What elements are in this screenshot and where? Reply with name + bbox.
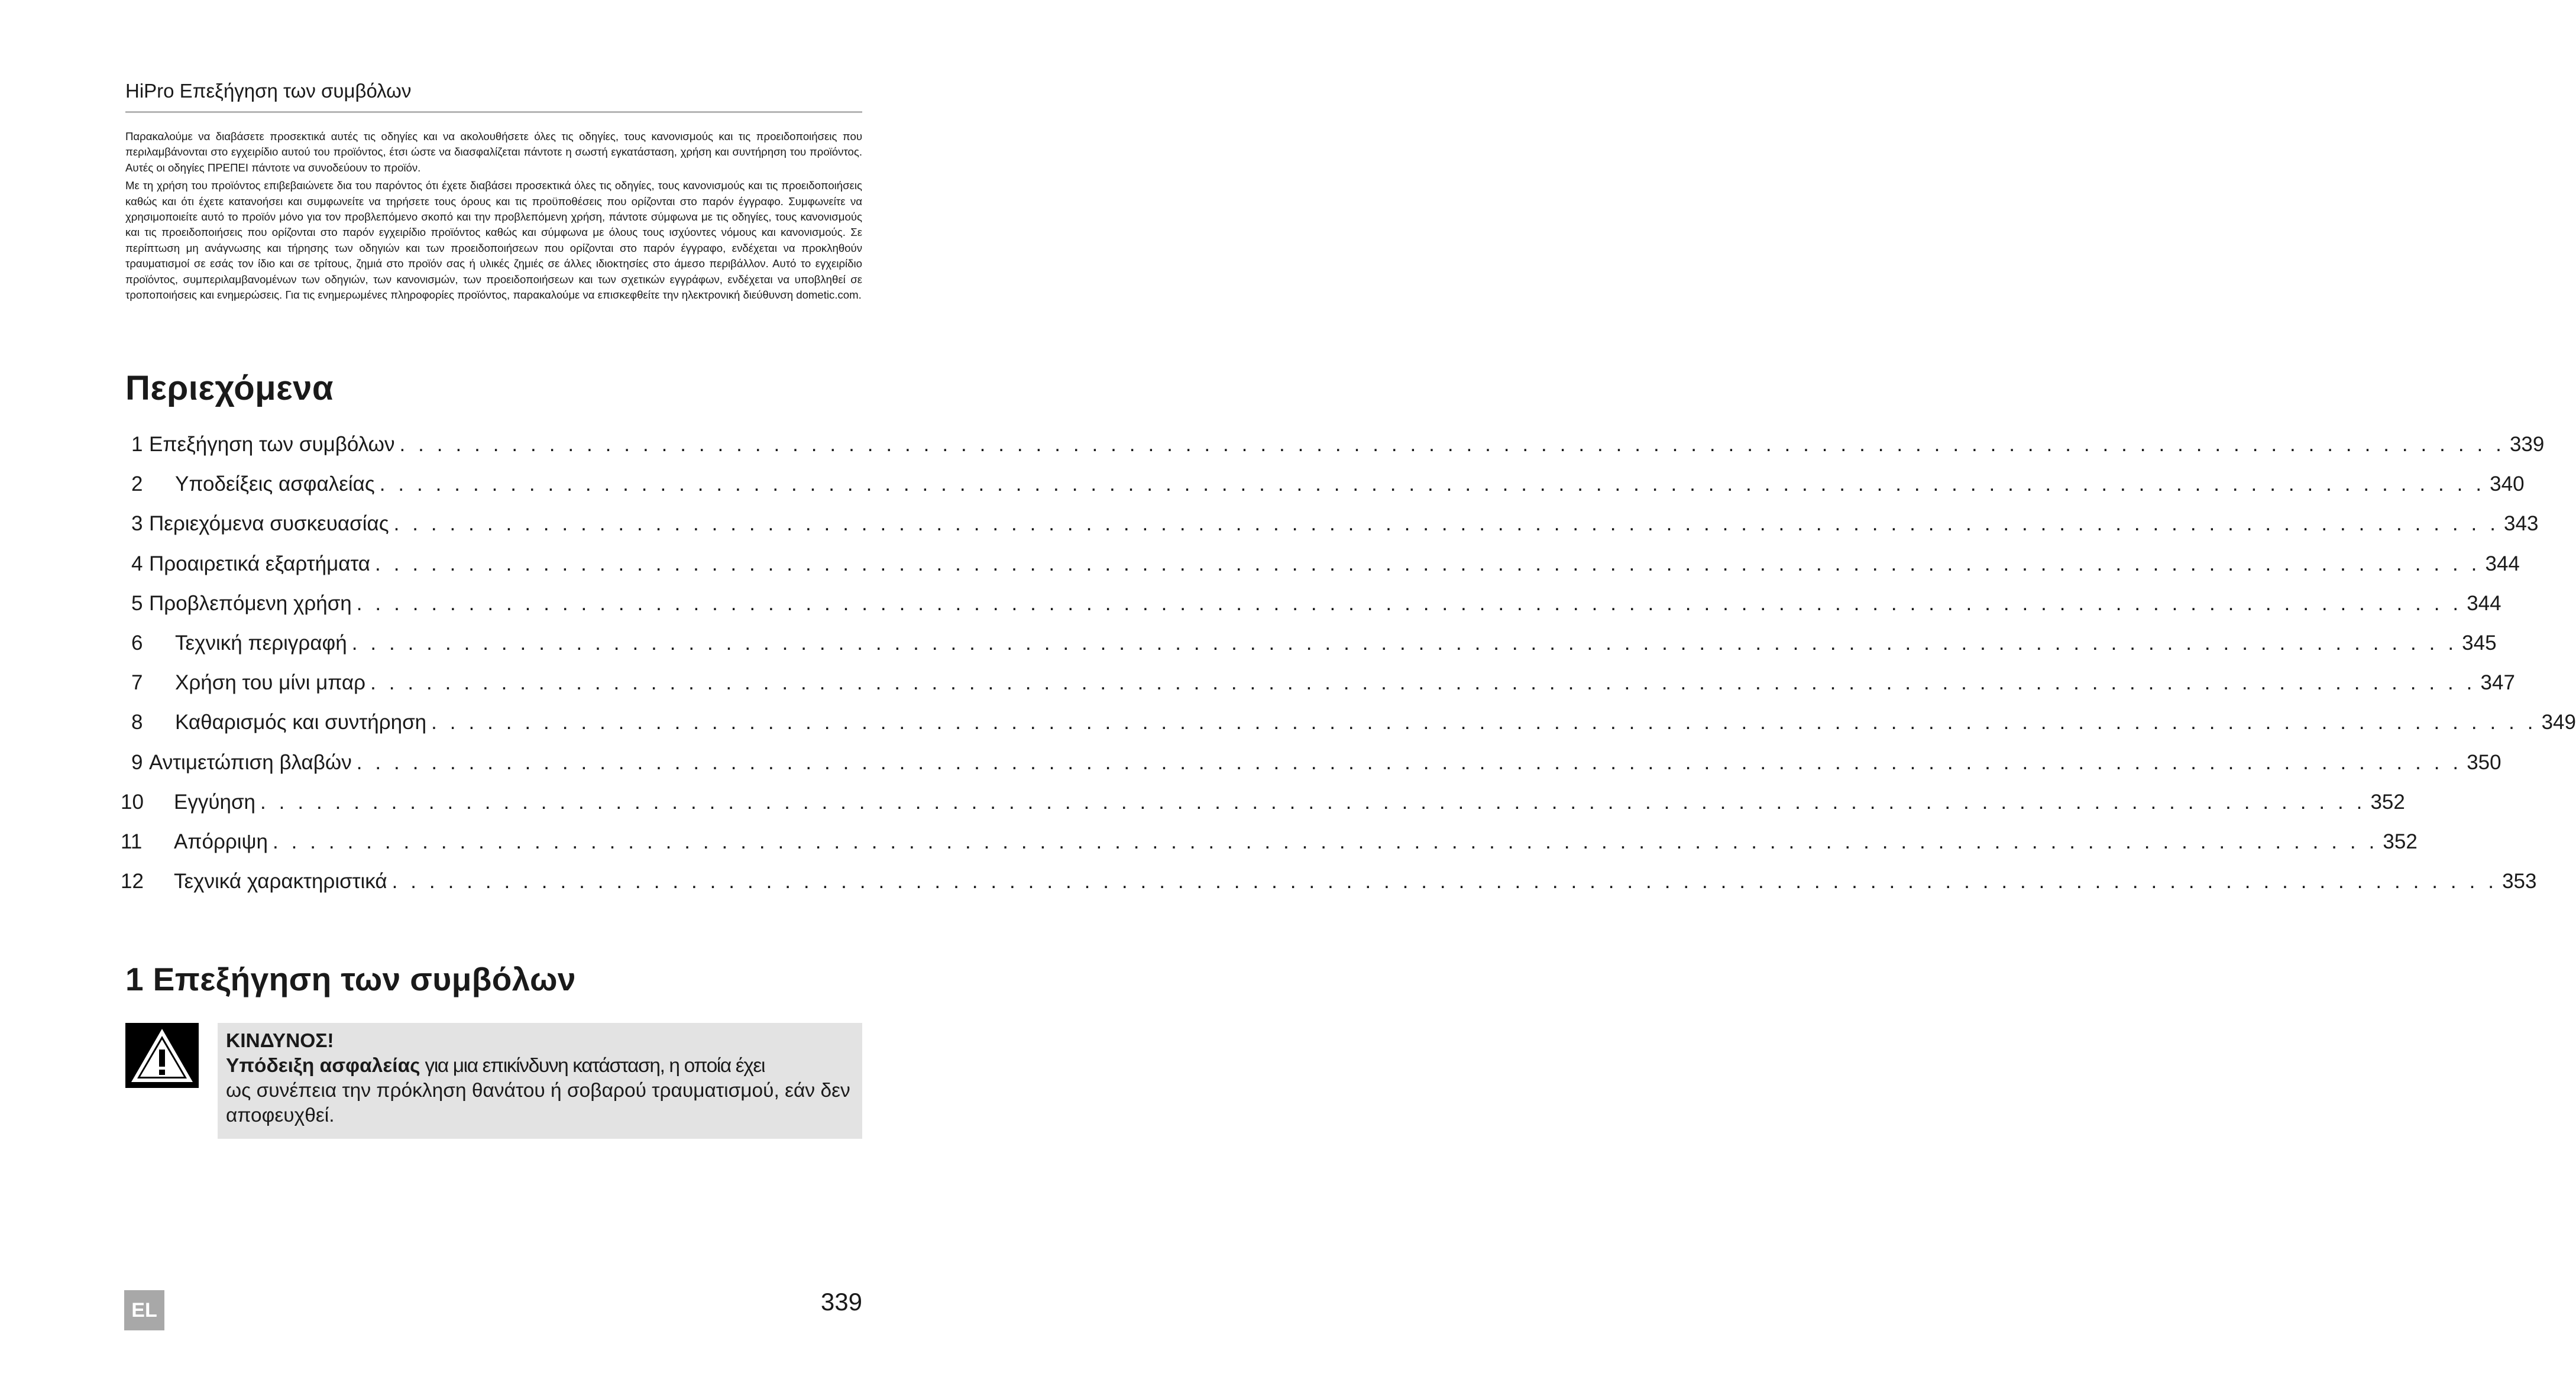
- toc-dot-leader: [357, 584, 2462, 623]
- toc-entry-title: Προαιρετικά εξαρτήματα: [149, 552, 371, 575]
- intro-paragraph-2: Με τη χρήση του προϊόντος επιβεβαιώνετε δια του παρόντος ότι έχετε διαβάσει προσεκτικά όλες τις οδηγίες, τους κανονισμούς και τις προειδοποιήσεις καθώς και ότι έχετε κατανοήσει και συμφωνείτε να τηρήσετε τους όρους και τις προϋποθέσεις που ορίζονται στο παρόν έγγραφο. Συμφωνείτε να χρησιμοποιείτε αυτό το προϊόν μόνο για τον προβλεπόμενο σκοπό και την προβλεπόμενη χρήση, πάντοτε σύμφωνα με τις οδηγίες, τους κανονισμούς και τις προειδοποιήσεις που ορίζονται στο παρόν εγχειρίδιο προϊόντος καθώς και σύμφωνα με όλους τους ισχύοντες νόμους και κανονισμούς. Σε περίπτωση μη ανάγνωσης και τήρησης των οδηγιών και των προειδοποιήσεων που ορίζονται στο παρόν έγγραφο, ενδέχεται να προκληθούν τραυματισμοί σε εσάς τον ίδιο και σε τρίτους, ζημιά στο προϊόν σας ή υλικές ζημιές σε άλλες ιδιοκτησίες στο άμεσο περιβάλλον. Αυτό το εγχειρίδιο προϊόντος, συμπεριλαμβανομένων των οδηγιών, των κανονισμών, των προειδοποιήσεων και των σχετικών εγγράφων, ενδέχεται να υποβληθεί σε τροποποιήσεις και ενημερώσεις. Για τις ενημερωμένες πληροφορίες προϊόντος, παρακαλούμε να επισκεφθείτε την ηλεκτρονική διεύθυνση dometic.com.: [125, 179, 862, 302]
- page-header: [125, 78, 862, 113]
- toc-heading: Περιεχόμενα: [125, 369, 334, 407]
- toc-entry-5[interactable]: [131, 584, 2501, 623]
- toc-entry-page: 349: [2541, 711, 2576, 734]
- toc-dot-leader: [375, 544, 2480, 584]
- toc-entry-number: 8: [131, 711, 143, 734]
- toc-entry-11[interactable]: [121, 822, 2418, 861]
- toc-entry-title: Εγγύηση: [174, 790, 256, 814]
- toc-entry-12[interactable]: [121, 861, 2537, 901]
- toc-dot-leader: [394, 504, 2499, 543]
- toc-entry-title: Καθαρισμός και συντήρηση: [175, 711, 427, 734]
- toc-entry-number: 6: [131, 631, 143, 655]
- toc-entry-number: 4: [131, 552, 143, 575]
- toc-entry-title: Προβλεπόμενη χρήση: [149, 591, 352, 615]
- toc-entry-2[interactable]: [131, 464, 2525, 504]
- toc-entry-page: 352: [2383, 830, 2418, 853]
- toc-entry-page: 340: [2490, 472, 2525, 496]
- toc-entry-page: 347: [2480, 671, 2515, 695]
- toc-entry-page: 344: [2485, 552, 2520, 575]
- toc-entry-title: Απόρριψη: [174, 830, 268, 853]
- toc-entry-number: 5: [131, 591, 143, 615]
- toc-dot-leader: [260, 782, 2365, 822]
- toc-entry-title: Χρήση του μίνι μπαρ: [175, 671, 366, 695]
- page-number: 339: [820, 1288, 862, 1316]
- toc-entry-page: 345: [2462, 631, 2497, 655]
- language-badge: EL: [124, 1290, 164, 1330]
- toc-entry-page: 343: [2504, 512, 2539, 536]
- toc-dot-leader: [431, 702, 2536, 742]
- toc-entry-10[interactable]: [121, 782, 2405, 822]
- toc-dot-leader: [380, 464, 2485, 504]
- toc-entry-4[interactable]: [131, 544, 2520, 584]
- toc-dot-leader: [392, 861, 2497, 901]
- toc-entry-page: 339: [2509, 433, 2545, 456]
- toc-entry-title: Επεξήγηση των συμβόλων: [149, 433, 395, 456]
- toc-dot-leader: [273, 822, 2378, 861]
- header-title: HiPro Επεξήγηση των συμβόλων: [125, 80, 412, 102]
- toc-entry-title: Τεχνικά χαρακτηριστικά: [174, 870, 387, 893]
- toc-entry-8[interactable]: [131, 702, 2576, 742]
- toc-entry-number: 1: [131, 433, 143, 456]
- danger-warning-box: [218, 1023, 862, 1139]
- table-of-contents: [121, 425, 2576, 901]
- toc-entry-number: 9: [131, 750, 143, 774]
- toc-entry-page: 350: [2467, 750, 2501, 774]
- toc-entry-title: Περιεχόμενα συσκευασίας: [149, 512, 389, 536]
- warning-text-condensed: για μια επικίνδυνη κατάσταση, η οποία έχει: [420, 1055, 765, 1077]
- toc-entry-number: 3: [131, 512, 143, 536]
- toc-entry-page: 353: [2502, 870, 2537, 893]
- toc-entry-number: 7: [131, 671, 143, 695]
- section-1-heading: 1 Επεξήγηση των συμβόλων: [125, 961, 576, 997]
- warning-lead-text: Υπόδειξη ασφαλείας: [226, 1055, 420, 1077]
- toc-entry-page: 352: [2370, 790, 2405, 814]
- toc-entry-number: 12: [121, 870, 144, 893]
- toc-dot-leader: [400, 425, 2505, 464]
- toc-dot-leader: [352, 623, 2457, 663]
- intro-paragraph-1: Παρακαλούμε να διαβάσετε προσεκτικά αυτές τις οδηγίες και να ακολουθήσετε όλες τις οδηγίες, τους κανονισμούς και τις προειδοποιήσεις που περιλαμβάνονται στο εγχειρίδιο αυτού του προϊόντος, έτσι ώστε να διασφαλίζεται πάντοτε η σωστή εγκατάσταση, χρήση και συντήρηση του προϊόντος. Αυτές οι οδηγίες ΠΡΕΠΕΙ πάντοτε να συνοδεύουν το προϊόν.: [125, 130, 862, 174]
- toc-entry-title: Αντιμετώπιση βλαβών: [149, 750, 352, 774]
- toc-entry-page: 344: [2467, 591, 2501, 615]
- toc-dot-leader: [370, 663, 2475, 702]
- toc-dot-leader: [357, 743, 2462, 782]
- toc-entry-title: Υποδείξεις ασφαλείας: [175, 472, 375, 496]
- toc-entry-number: 10: [121, 790, 144, 814]
- warning-signal-word: ΚΙΝΔΥΝΟΣ!: [226, 1030, 334, 1052]
- toc-entry-title: Τεχνική περιγραφή: [175, 631, 347, 655]
- toc-entry-3[interactable]: [131, 504, 2539, 543]
- intro-text: [125, 129, 862, 305]
- warning-triangle-icon: [125, 1023, 199, 1088]
- toc-entry-9[interactable]: [131, 743, 2501, 782]
- toc-entry-number: 2: [131, 472, 143, 496]
- toc-entry-7[interactable]: [131, 663, 2515, 702]
- warning-text-rest: ως συνέπεια την πρόκληση θανάτου ή σοβαρού τραυματισμού, εάν δεν αποφευχθεί.: [226, 1080, 850, 1126]
- toc-entry-1[interactable]: [131, 425, 2545, 464]
- toc-entry-number: 11: [121, 830, 143, 853]
- toc-entry-6[interactable]: [131, 623, 2497, 663]
